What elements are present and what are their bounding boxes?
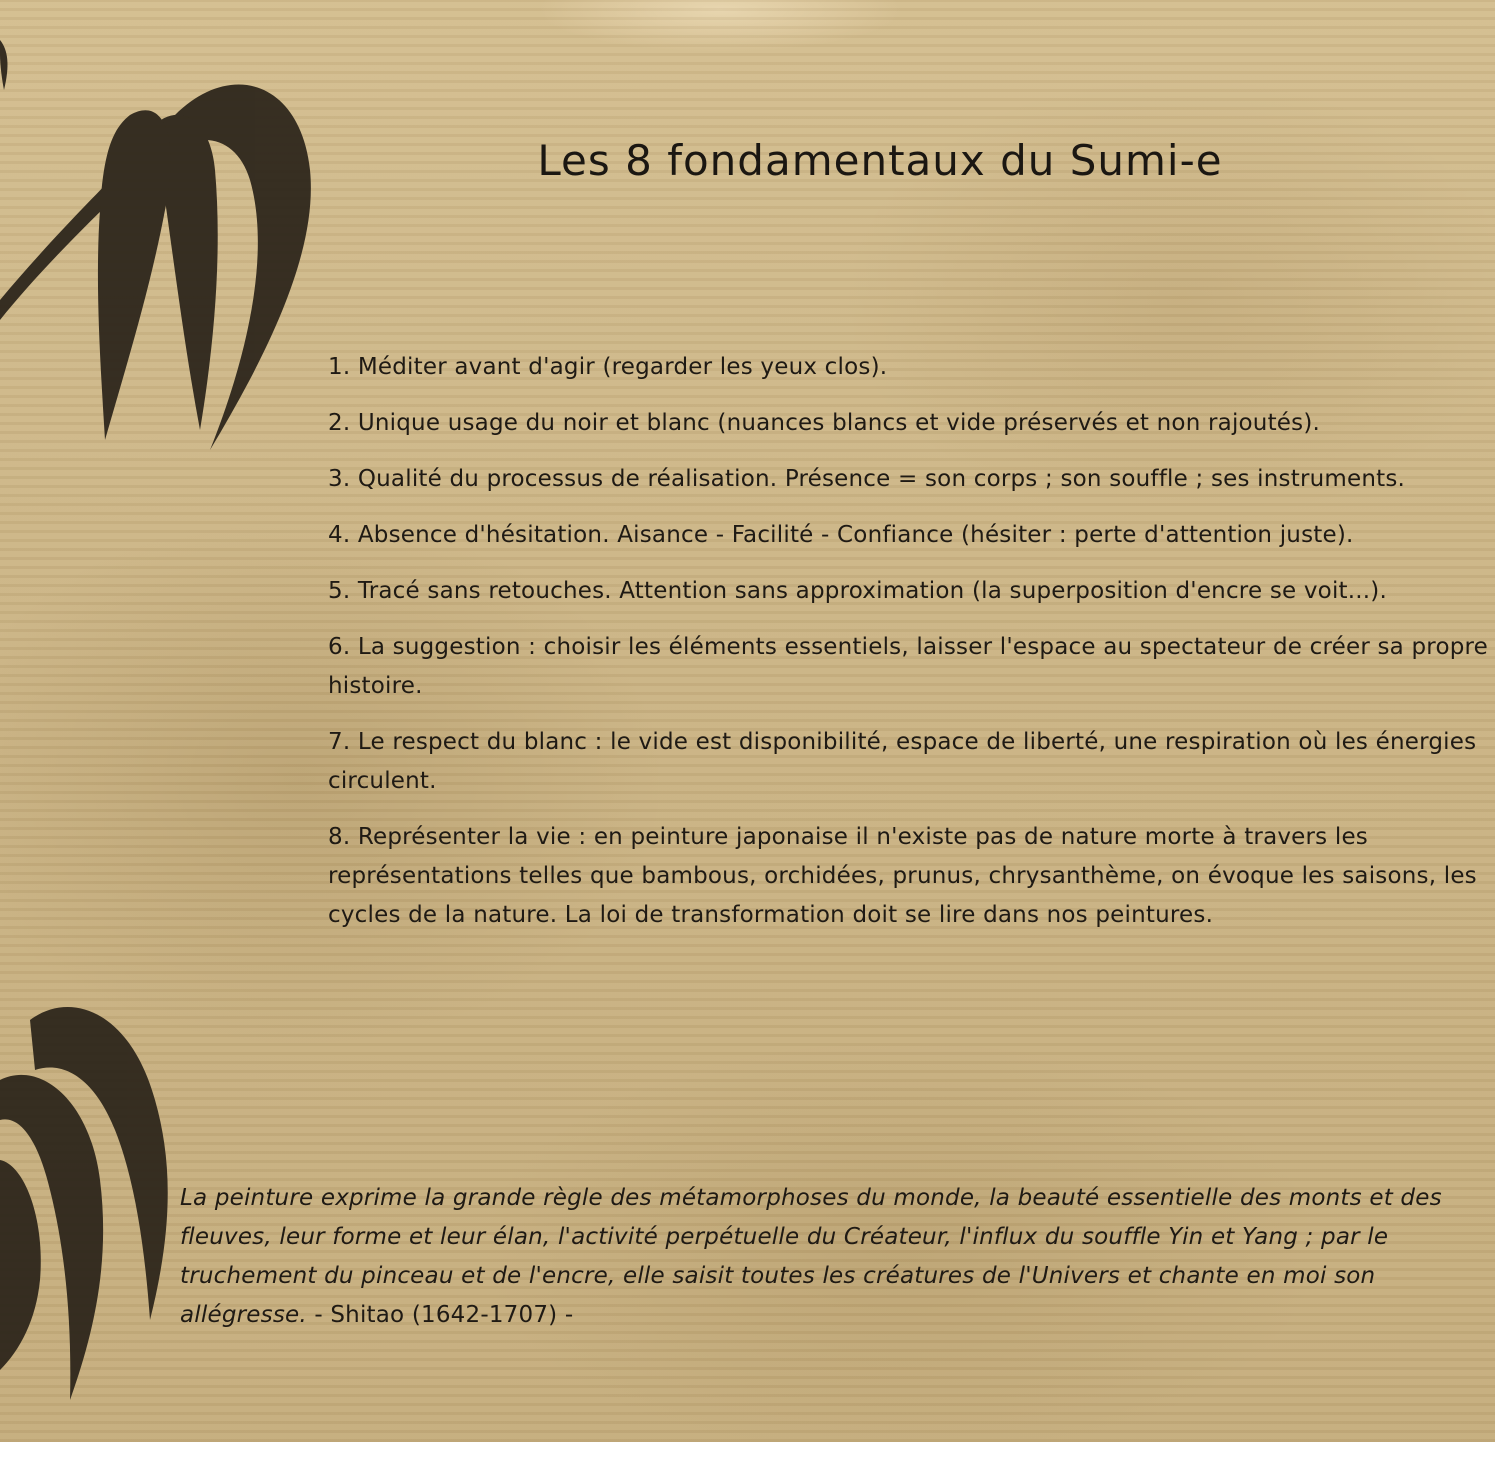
- principles-list: [328, 348, 1493, 952]
- principle-item: 4. Absence d'hésitation. Aisance - Facilité - Confiance (hésiter : perte d'attention juste).: [328, 522, 1354, 548]
- quote-text: La peinture exprime la grande règle des métamorphoses du monde, la beauté essentielle des monts et des fleuves, leur forme et leur élan, l'activité perpétuelle du Créateur, l'influx du souffle Yin et Yang ; par le truchement du pinceau et de l'encre, elle saisit toutes les créatures de l'Univers et chante en moi son allégresse.: [180, 1185, 1442, 1328]
- principle-item: 1. Méditer avant d'agir (regarder les yeux clos).: [328, 354, 888, 380]
- principle-item: 3. Qualité du processus de réalisation. Présence = son corps ; son souffle ; ses instruments.: [328, 466, 1406, 492]
- principle-item: 7. Le respect du blanc : le vide est disponibilité, espace de liberté, une respiration où les énergies circulent.: [328, 729, 1477, 794]
- quote-block: [180, 1179, 1480, 1335]
- bamboo-leaves-ink-icon: [0, 990, 180, 1410]
- bamboo-leaves-ink-icon: [0, 20, 330, 460]
- quote-author: - Shitao (1642-1707) -: [306, 1302, 574, 1328]
- principle-item: 5. Tracé sans retouches. Attention sans approximation (la superposition d'encre se voit...).: [328, 578, 1387, 604]
- page-title: Les 8 fondamentaux du Sumi-e: [537, 136, 1223, 185]
- principle-item: 6. La suggestion : choisir les éléments essentiels, laisser l'espace au spectateur de créer sa propre histoire.: [328, 634, 1489, 699]
- principle-item: 8. Représenter la vie : en peinture japonaise il n'existe pas de nature morte à travers les représentations telles que bambous, orchidées, prunus, chrysanthème, on évoque les saisons, les cycles de la nature. La loi de transformation doit se lire dans nos peintures.: [328, 824, 1477, 928]
- principle-item: 2. Unique usage du noir et blanc (nuances blancs et vide préservés et non rajoutés).: [328, 410, 1321, 436]
